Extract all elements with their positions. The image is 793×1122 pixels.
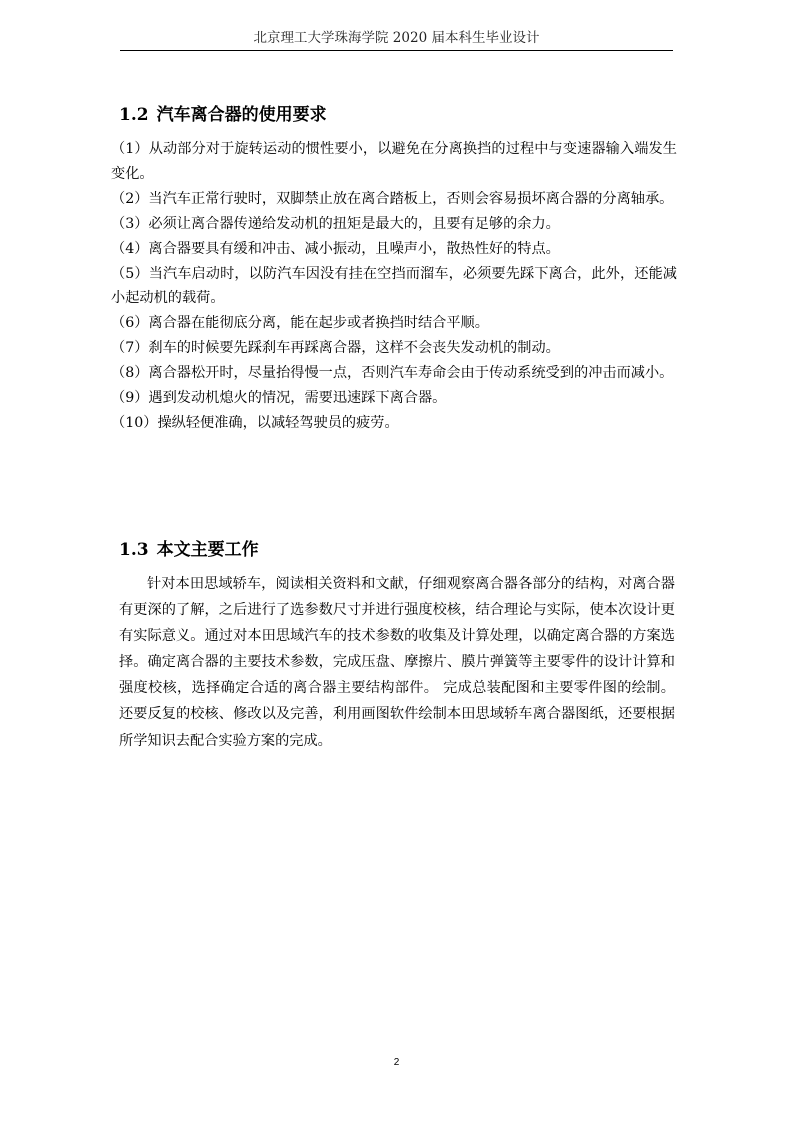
list-item-text: 离合器松开时，尽量抬得慢一点，否则汽车寿命会由于传动系统受到的冲击而减小。: [148, 365, 674, 382]
list-item-marker: （1）: [111, 141, 149, 157]
list-item-marker: （6）: [111, 315, 149, 332]
list-item-text: 离合器在能彻底分离，能在起步或者换挡时结合平顺。: [148, 315, 489, 332]
list-item: [111, 237, 677, 262]
running-header: 北京理工大学珠海学院 2020 届本科生毕业设计: [253, 30, 540, 46]
page-number: 2: [393, 1057, 400, 1068]
list-item-marker: （10）: [111, 414, 158, 431]
list-item-text: 从动部分对于旋转运动的惯性要小，以避免在分离换挡的过程中与变速器输入端发生变化。: [111, 141, 677, 182]
section-heading-1-3: [119, 539, 259, 561]
list-item: [111, 336, 677, 361]
section-number: 1.3: [119, 540, 149, 560]
list-item: [111, 262, 677, 312]
list-item-text: 刹车的时候要先踩刹车再踩离合器，这样不会丧失发动机的制动。: [148, 340, 560, 357]
list-item-marker: （2）: [111, 190, 149, 207]
list-item-text: 当汽车启动时，以防汽车因没有挂在空挡而溜车，必须要先踩下离合，此外，还能减小起动机的载荷。: [111, 265, 677, 307]
list-item-text: 离合器要具有缓和冲击、减小振动，且噪声小，散热性好的特点。: [148, 240, 560, 257]
list-item: [111, 411, 677, 436]
list-item-marker: （9）: [111, 390, 149, 407]
list-item-marker: （3）: [111, 215, 149, 232]
list-item-marker: （8）: [111, 365, 149, 382]
section-title: 汽车离合器的使用要求: [156, 105, 327, 125]
list-item-marker: （4）: [111, 240, 149, 257]
list-item-text: 遇到发动机熄火的情况，需要迅速踩下离合器。: [148, 390, 447, 407]
list-item: [111, 137, 677, 187]
list-item: [111, 187, 677, 212]
section-number: 1.2: [119, 105, 149, 125]
list-item: [111, 386, 677, 411]
body-paragraph: 针对本田思域轿车，阅读相关资料和文献，仔细观察离合器各部分的结构，对离合器有更深的了解，之后进行了选参数尺寸并进行强度校核，结合理论与实际，使本次设计更有实际意义。通过对本田思域汽车的技术参数的收集及计算处理，以确定离合器的方案选择。确定离合器的主要技术参数，完成压盘、摩擦片、膜片弹簧等主要零件的设计计算和强度校核，选择确定合适的离合器主要结构部件。 完成总装配图和主要零件图的绘制。还要反复的校核、修改以及完善，利用画图软件绘制本田思域轿车离合器图纸，还要根据所学知识去配合实验方案的完成。: [119, 576, 675, 749]
list-item-text: 操纵轻便准确，以减轻驾驶员的疲劳。: [157, 414, 399, 431]
list-item-text: 必须让离合器传递给发动机的扭矩是最大的，且要有足够的余力。: [148, 215, 560, 232]
list-item-marker: （7）: [111, 340, 149, 357]
header-rule: [120, 50, 673, 51]
section-title: 本文主要工作: [156, 540, 259, 560]
section-heading-1-2: [119, 104, 327, 126]
list-item-marker: （5）: [111, 265, 149, 282]
requirements-list: [111, 137, 677, 436]
list-item: [111, 311, 677, 336]
list-item-text: 当汽车正常行驶时，双脚禁止放在离合踏板上，否则会容易损坏离合器的分离轴承。: [148, 190, 674, 207]
list-item: [111, 212, 677, 237]
list-item: [111, 361, 677, 386]
